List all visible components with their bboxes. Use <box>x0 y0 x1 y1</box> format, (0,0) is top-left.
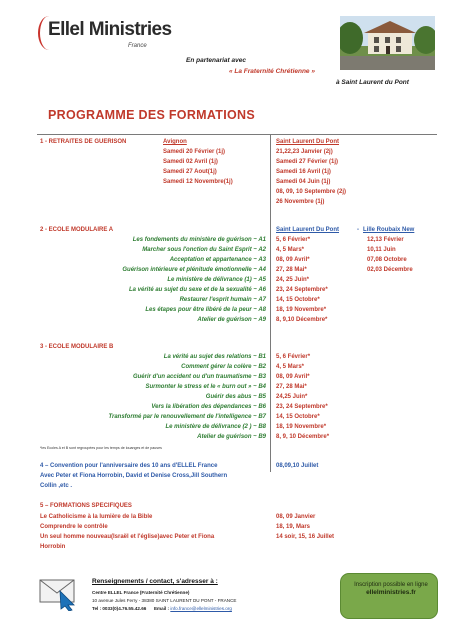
module-a-item: Le ministère de délivrance (1) ~ A5 <box>167 277 266 283</box>
module-b-item: Transformé par le renouvellement de l'intelligence ~ B7 <box>108 414 266 420</box>
partner-line-1: En partenariat avec <box>186 57 246 64</box>
footnote: *les Ecoles A et B sont regroupées pour les temps de louanges et de pauses <box>40 446 162 450</box>
module-a-date: 4, 5 Mars* <box>276 247 305 253</box>
module-a-item: Les fondements du ministère de guérison ~ A1 <box>132 237 266 243</box>
building-photo <box>340 16 435 70</box>
section-1-heading: 1 - RETRAITES DE GUERISON <box>40 139 127 145</box>
module-a-date: 5, 6 Février* <box>276 237 311 243</box>
module-a-item: Acceptation et appartenance ~ A3 <box>169 257 266 263</box>
partner-line-3: à Saint Laurent du Pont <box>336 79 409 86</box>
promo-line: Inscription possible en ligne <box>354 582 428 588</box>
contact-phone: Tel : 0033(0)4.76.55.42.66 <box>92 606 147 611</box>
section-4-heading: 4 – Convention pour l'anniversaire des 10 ans d'ELLEL France <box>40 463 218 469</box>
section-5-date: 18, 19, Mars <box>276 524 311 530</box>
module-a-item: La vérité au sujet du sexe et de la sexualité ~ A6 <box>128 287 266 293</box>
module-a-date: 8, 9,10 Décembre* <box>276 317 328 323</box>
section-5-date: 14 soir, 15, 16 Juillet <box>276 534 335 540</box>
contact-phone-email <box>92 606 232 611</box>
section-4-line: Avec Peter et Fiona Horrobin, David et Denise Cross,Jill Southern <box>40 473 228 479</box>
lille-date: 10,11 Juin <box>367 247 396 253</box>
module-a-item: Atelier de guérison ~ A9 <box>197 317 266 323</box>
section-5-heading: 5 – FORMATIONS SPECIFIQUES <box>40 503 132 509</box>
module-b-date: 14, 15 Octobre* <box>276 414 320 420</box>
section-5-item: Le Catholicisme à la lumière de la Bible <box>40 514 153 520</box>
module-a-item: Les étapes pour être libéré de la peur ~ A8 <box>145 307 266 313</box>
module-b-date: 23, 24 Septembre* <box>276 404 328 410</box>
st-laurent-date: Samedi 04 Juin (1j) <box>276 179 331 185</box>
module-b-date: 4, 5 Mars* <box>276 364 305 370</box>
module-b-item: Comment gérer la colère ~ B2 <box>181 364 266 370</box>
module-b-item: Atelier de guérison ~ B9 <box>197 434 266 440</box>
section-5-item: Horrobin <box>40 544 66 550</box>
module-b-item: Surmonter le stress et le « burn out » ~ B4 <box>145 384 266 390</box>
module-b-date: 27, 28 Mai* <box>276 384 307 390</box>
logo: Ellel Ministries <box>48 19 172 40</box>
module-a-date: 23, 24 Septembre* <box>276 287 328 293</box>
module-a-date: 24, 25 Juin* <box>276 277 310 283</box>
section-5-item: Un seul homme nouveau(Israël et l'église)avec Peter et Fiona <box>40 534 215 540</box>
module-a-item: Guérison intérieure et plénitude émotionnelle ~ A4 <box>122 267 266 273</box>
contact-heading: Renseignements / contact, s'adresser à : <box>92 578 218 585</box>
lille-header: Lille Roubaix New <box>363 227 415 233</box>
lille-date: 02,03 Décembre <box>367 267 413 273</box>
online-registration-badge[interactable] <box>340 573 438 619</box>
page-title: PROGRAMME DES FORMATIONS <box>48 108 255 122</box>
promo-url[interactable]: ellelministries.fr <box>366 589 416 596</box>
module-b-item: Le ministère de délivrance (2 ) ~ B8 <box>165 424 266 430</box>
module-a-date: 14, 15 Octobre* <box>276 297 320 303</box>
partner-line-2: « La Fraternité Chrétienne » <box>229 68 315 75</box>
module-b-item: La vérité au sujet des relations ~ B1 <box>163 354 266 360</box>
module-b-date: 18, 19 Novembre* <box>276 424 327 430</box>
email-link[interactable]: info.france@ellelministries.org <box>170 606 232 611</box>
st-laurent-date: 21,22,23 Janvier (2j) <box>276 149 333 155</box>
module-a-item: Restaurer l'esprit humain ~ A7 <box>179 297 266 303</box>
st-laurent-date: 26 Novembre (1j) <box>276 199 325 205</box>
section-5-date: 08, 09 Janvier <box>276 514 316 520</box>
module-b-date: 08, 09 Avril* <box>276 374 310 380</box>
avignon-date: Samedi 12 Novembre(1j) <box>163 179 233 185</box>
module-b-item: Vers la libération des dépendances ~ B6 <box>151 404 266 410</box>
divider-horizontal <box>37 134 437 135</box>
st-laurent-date: Samedi 27 Février (1j) <box>276 159 339 165</box>
module-b-date: 8, 9, 10 Décembre* <box>276 434 330 440</box>
module-b-date: 5, 6 Février* <box>276 354 311 360</box>
lille-date: 07,08 Octobre <box>367 257 407 263</box>
avignon-date: Samedi 20 Février (1j) <box>163 149 226 155</box>
email-label: Email : <box>153 606 170 611</box>
module-a-date: 27, 28 Mai* <box>276 267 307 273</box>
section-5-item: Comprendre le contrôle <box>40 524 108 530</box>
divider-vertical <box>270 135 271 472</box>
section-4-date: 08,09,10 Juillet <box>276 463 319 469</box>
avignon-date: Samedi 27 Aout(1j) <box>163 169 217 175</box>
header-separator: - <box>357 227 359 233</box>
envelope-cursor-icon <box>38 575 82 611</box>
lille-date: 12,13 Février <box>367 237 404 243</box>
section-2-heading: 2 - ECOLE MODULAIRE A <box>40 227 114 233</box>
section-3-heading: 3 - ECOLE MODULAIRE B <box>40 344 114 350</box>
module-b-item: Guérir des abus ~ B5 <box>205 394 266 400</box>
st-laurent-header: Saint Laurent Du Pont <box>276 227 339 233</box>
st-laurent-header: Saint Laurent Du Pont <box>276 139 339 145</box>
st-laurent-date: 08, 09, 10 Septembre (2j) <box>276 189 347 195</box>
avignon-header: Avignon <box>163 139 187 145</box>
module-b-date: 24,25 Juin* <box>276 394 308 400</box>
module-a-date: 18, 19 Novembre* <box>276 307 327 313</box>
module-a-item: Marcher sous l'onction du Saint Esprit ~ A2 <box>142 247 266 253</box>
logo-subtitle: France <box>128 43 147 49</box>
contact-org: Centre ELLEL France (Fraternité Chrétienne) <box>92 590 190 595</box>
avignon-date: Samedi 02 Avril (1j) <box>163 159 218 165</box>
module-b-item: Guérir d'un accident ou d'un traumatisme ~ B3 <box>132 374 266 380</box>
section-4-line: Collin ,etc . <box>40 483 73 489</box>
contact-address: 10 avenue Jules Ferry - 38380 SAINT LAURENT DU PONT - FRANCE <box>92 598 237 603</box>
st-laurent-date: Samedi 16 Avril (1j) <box>276 169 331 175</box>
module-a-date: 08, 09 Avril* <box>276 257 310 263</box>
